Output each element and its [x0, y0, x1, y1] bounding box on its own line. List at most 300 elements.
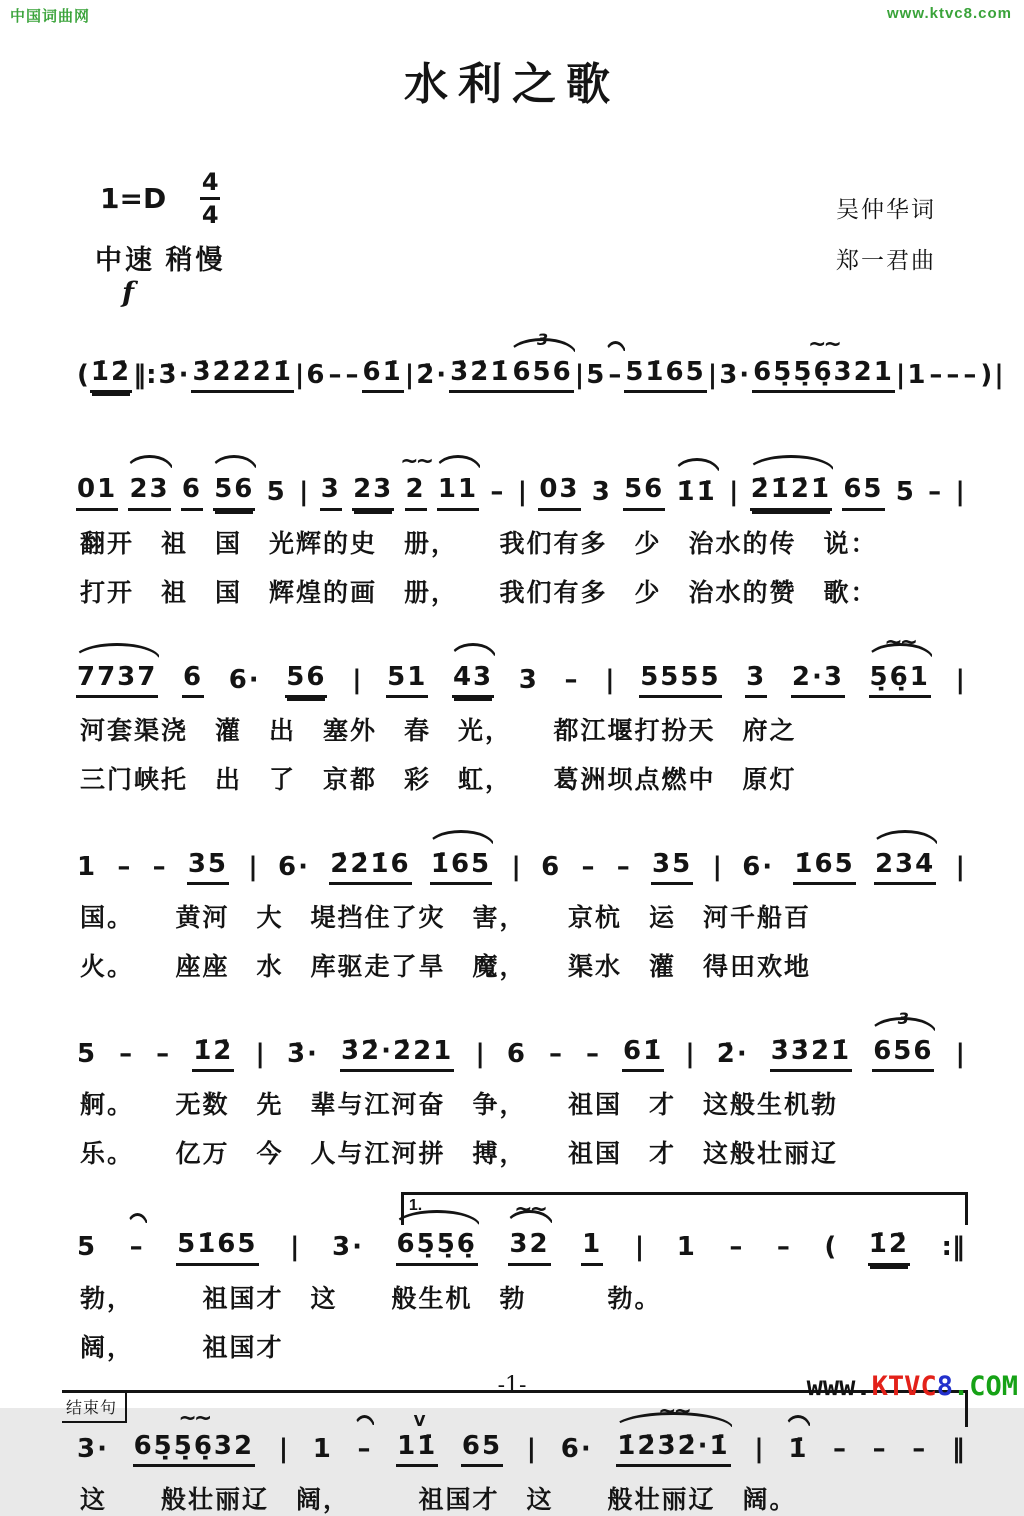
notes-text: 6·	[742, 851, 775, 882]
note-group	[585, 1018, 602, 1072]
note-group	[591, 456, 613, 510]
note-group	[187, 828, 229, 885]
ornament-slot	[508, 1197, 550, 1230]
barline: |	[707, 360, 718, 390]
notes-text: 5̣6̣1	[869, 663, 931, 698]
ornament-slot	[563, 644, 580, 666]
notes-text: 56	[285, 663, 327, 698]
barline: |	[526, 1433, 537, 1464]
notes-text: 1	[77, 851, 98, 882]
notes-text: 6	[506, 1039, 527, 1070]
barline: |	[574, 360, 585, 390]
ornament-slot	[362, 336, 404, 358]
ornament-slot	[312, 1413, 334, 1435]
watermark-8: 8	[936, 1371, 953, 1402]
notes-text: –	[928, 477, 944, 508]
notes-text: 1̇2̇	[90, 358, 132, 393]
ornament-slot	[452, 641, 494, 663]
barline: |	[404, 360, 415, 390]
ornament-slot	[540, 831, 562, 853]
note-group	[954, 456, 966, 510]
dynamic-marking: f	[122, 276, 135, 309]
ornament-slot	[320, 453, 342, 475]
watermark-ktvc: KTVC	[871, 1371, 937, 1402]
note-group	[90, 336, 132, 393]
ornament-slot	[548, 1018, 565, 1040]
note-group	[305, 339, 327, 393]
note-group	[728, 1211, 745, 1265]
notes-text: –	[156, 1039, 172, 1070]
note-group	[728, 456, 740, 510]
note-group	[716, 1018, 750, 1072]
ornament-slot	[954, 831, 966, 853]
composer-credit: 郑一君曲	[836, 246, 936, 273]
notes-text: –	[872, 1433, 888, 1464]
ornament-slot	[624, 336, 706, 358]
slur-arc-icon	[353, 1415, 376, 1432]
notes-text: 2̇·	[716, 1039, 749, 1070]
notes-text: 3·	[77, 1433, 109, 1464]
note-group	[76, 641, 158, 698]
note-group	[76, 831, 98, 885]
barline: |	[511, 851, 521, 882]
ornament-slot	[400, 449, 432, 475]
watermark	[807, 1371, 1018, 1402]
notes-text: –	[912, 1433, 928, 1464]
notes-text: 23	[352, 475, 394, 510]
ending-phrase-label: 结束句	[62, 1393, 127, 1423]
note-group	[753, 1413, 765, 1467]
key-time-row	[100, 170, 220, 227]
ornament-slot	[728, 1211, 745, 1233]
notes-text: –	[729, 1232, 745, 1263]
note-group	[581, 1208, 603, 1265]
credits	[836, 184, 936, 285]
note-group	[312, 1413, 334, 1467]
ornament-slot	[76, 453, 118, 475]
note-group	[474, 1018, 486, 1072]
ornament-slot	[386, 641, 428, 663]
notes-text: –	[548, 1039, 564, 1070]
score	[0, 330, 1024, 1516]
notes-text: 656	[511, 358, 573, 393]
ornament-slot	[832, 1413, 849, 1435]
note-group	[396, 1208, 478, 1265]
note-group	[895, 339, 907, 393]
notes-text: 1̇	[788, 1433, 809, 1464]
ornament-slot	[76, 1211, 98, 1233]
note-group	[157, 339, 191, 393]
note-group	[823, 1211, 837, 1265]
barline: |	[294, 360, 305, 390]
notes-text: 1	[907, 360, 928, 390]
note-group	[993, 339, 1005, 393]
note-group	[585, 339, 607, 393]
barline: |	[895, 360, 906, 390]
barline: ‖:	[133, 360, 157, 390]
ornament-slot	[538, 453, 580, 475]
notes-row	[76, 828, 966, 885]
barline: :‖	[941, 1232, 965, 1263]
system-1	[76, 330, 1004, 393]
ornament-slot	[404, 339, 416, 361]
note-group	[76, 1018, 98, 1072]
lyrics-line-1: 勃， 祖国才 这 般生机 勃 勃。	[80, 1284, 662, 1313]
note-group	[634, 1211, 646, 1265]
note-group	[563, 644, 580, 698]
ornament-slot	[415, 339, 449, 361]
barline: |	[475, 1039, 485, 1070]
notes-text: 5	[266, 477, 287, 508]
notes-text: 5555	[639, 663, 721, 698]
notes-text: 2̇1̇2̇1̇	[750, 475, 832, 510]
ornament-slot	[604, 644, 616, 666]
lyrics-line-2: 乐。 亿万 今 人与江河拼 搏， 祖国 才 这般壮丽辽	[80, 1140, 839, 1169]
note-group	[294, 339, 306, 393]
note-group	[340, 1015, 454, 1072]
site-link-left[interactable]: 中国词曲网	[10, 8, 91, 25]
ornament-slot	[129, 1211, 146, 1233]
note-group	[684, 1018, 696, 1072]
watermark-www: www.	[806, 1371, 872, 1402]
ornament-slot	[155, 1018, 172, 1040]
note-group	[538, 453, 580, 510]
ornament-slot	[676, 456, 718, 478]
note-group	[927, 456, 944, 510]
note-group	[415, 339, 449, 393]
lyrics-line-1: 舸。 无数 先 辈与江河奋 争， 祖国 才 这般生机勃	[80, 1091, 839, 1120]
notes-text: 3̇·	[286, 1039, 319, 1070]
ornament-slot	[345, 339, 362, 361]
notes-text: 6·	[228, 664, 261, 695]
note-group	[718, 339, 752, 393]
ornament-slot	[76, 1018, 98, 1040]
note-group	[328, 339, 345, 393]
notes-text: 5	[586, 360, 607, 390]
notes-text: 23	[128, 475, 170, 510]
barline: |	[517, 477, 528, 508]
notes-text: –	[490, 477, 506, 508]
notes-text: 1̇2̇	[868, 1230, 910, 1265]
ornament-slot	[76, 831, 98, 853]
ornament-slot	[868, 1208, 910, 1230]
note-group	[352, 453, 394, 510]
slur-arc-icon	[427, 830, 495, 847]
barline: (	[824, 1232, 837, 1263]
note-group	[955, 1018, 967, 1072]
mordent-icon: ~~	[400, 449, 432, 475]
note-group	[181, 453, 203, 510]
barline: |	[352, 664, 362, 695]
notes-text: 6	[541, 851, 562, 882]
ornament-slot	[182, 641, 204, 663]
ornament-slot	[118, 1018, 135, 1040]
ornament-slot	[187, 828, 229, 850]
ornament-slot	[474, 1018, 486, 1040]
note-group	[396, 1410, 438, 1467]
notes-row	[76, 1197, 966, 1265]
note-group	[152, 831, 169, 885]
ornament-slot	[396, 1208, 478, 1230]
notes-text: 1̇1̇	[676, 477, 717, 508]
ornament-slot	[132, 339, 157, 361]
note-group	[517, 456, 529, 510]
lyrics-line-1: 这 般壮丽辽 阔， 祖国才 这 般壮丽辽 阔。	[80, 1486, 797, 1515]
slur-arc-icon	[871, 830, 939, 847]
note-group	[574, 339, 586, 393]
barline: |	[685, 1039, 695, 1070]
system-5	[76, 1009, 966, 1170]
barline: |	[955, 664, 965, 695]
slur-arc-icon	[434, 455, 482, 472]
ornament-slot	[285, 641, 327, 663]
note-group	[624, 336, 706, 393]
note-group	[254, 1018, 266, 1072]
notes-text: –	[357, 1433, 373, 1464]
barline: (	[77, 360, 89, 390]
note-group	[954, 831, 966, 885]
note-group	[639, 641, 721, 698]
note-group	[951, 1413, 966, 1467]
ornament-slot	[622, 1015, 664, 1037]
ornament-slot	[331, 1211, 365, 1233]
ornament-slot	[181, 453, 203, 475]
ornament-slot	[728, 456, 740, 478]
ornament-slot	[437, 453, 479, 475]
note-group	[895, 456, 917, 510]
note-group	[489, 456, 506, 510]
ornament-slot	[707, 339, 719, 361]
ornament-slot	[430, 828, 492, 850]
lyrics-line-1: 翻开 祖 国 光辉的史 册， 我们有多 少 治水的传 说：	[80, 529, 878, 558]
note-group	[928, 339, 945, 393]
barline: )	[980, 360, 993, 390]
ornament-slot	[962, 339, 979, 361]
ornament-slot	[76, 1413, 110, 1435]
barline: |	[994, 360, 1004, 390]
note-group	[400, 449, 432, 510]
ornament-slot	[517, 456, 529, 478]
ornament-slot	[511, 330, 573, 358]
note-group	[745, 641, 767, 698]
ornament-slot	[278, 1413, 290, 1435]
notes-text: –	[608, 360, 624, 390]
barline: |	[278, 1433, 289, 1464]
note-group	[362, 336, 404, 393]
ornament-slot	[286, 1018, 320, 1040]
notes-text: 2̇2̇1̇6	[329, 850, 411, 885]
lyrics-line-2: 三门峡托 出 了 京都 彩 虹， 葛洲坝点燃中 原灯	[80, 765, 797, 794]
note-group	[129, 1211, 146, 1265]
notes-text: 3	[745, 663, 767, 698]
note-group	[752, 332, 895, 393]
ornament-slot	[940, 1211, 965, 1233]
barline: |	[712, 851, 722, 882]
system-6	[76, 1197, 966, 1363]
barline: |	[728, 477, 739, 508]
notes-text: 51̇65	[624, 358, 706, 393]
notes-text: 2̇·	[416, 360, 449, 390]
ornament-slot	[911, 1413, 928, 1435]
notes-text: 3	[591, 477, 612, 508]
slur-arc-icon	[210, 455, 258, 472]
ornament-slot	[623, 453, 665, 475]
notes-text: –	[117, 851, 133, 882]
notes-text: 35	[187, 850, 229, 885]
notes-text: 35	[651, 850, 693, 885]
ornament-slot	[213, 453, 255, 475]
site-header	[0, 0, 1024, 26]
barline: |	[605, 664, 615, 695]
notes-text: 6·	[560, 1433, 593, 1464]
ornament-slot	[745, 641, 767, 663]
notes-text: 01	[76, 475, 118, 510]
note-group	[286, 1018, 320, 1072]
note-group	[437, 453, 479, 510]
ornament-slot	[289, 1211, 301, 1233]
barline: |	[955, 477, 965, 508]
ornament-slot	[895, 339, 907, 361]
ornament-slot	[396, 1410, 438, 1432]
note-group	[979, 339, 993, 393]
ornament-slot	[76, 339, 90, 361]
note-group	[76, 1211, 98, 1265]
ornament-slot	[506, 1018, 528, 1040]
barline: |	[754, 1433, 764, 1464]
time-numerator: 4	[201, 168, 219, 196]
note-group	[868, 1208, 910, 1265]
ornament-slot	[90, 336, 132, 358]
ornament-slot	[872, 1009, 934, 1037]
note-group	[266, 456, 288, 510]
notes-text: –	[564, 664, 580, 695]
notes-text: 3	[518, 664, 539, 695]
note-group	[285, 641, 327, 698]
notes-text: 32	[508, 1230, 550, 1265]
note-group	[787, 1413, 809, 1467]
note-group	[741, 831, 775, 885]
ornament-slot	[191, 336, 293, 358]
ornament-slot	[581, 831, 598, 853]
note-group	[945, 339, 962, 393]
notes-row	[76, 449, 966, 510]
triplet-mark: 3	[897, 1009, 909, 1029]
ornament-slot	[133, 1405, 256, 1432]
ornament-slot	[869, 629, 931, 663]
ornament-slot	[651, 828, 693, 850]
notes-text: 1̇65	[793, 850, 855, 885]
note-group	[511, 330, 573, 393]
note-group	[508, 1197, 550, 1265]
notes-text: –	[119, 1039, 135, 1070]
note-group	[750, 453, 832, 510]
ornament-slot	[872, 1413, 889, 1435]
ornament-slot	[752, 332, 895, 358]
notes-row	[76, 629, 966, 698]
system-4	[76, 828, 966, 983]
note-group	[76, 453, 118, 510]
system-3	[76, 629, 966, 796]
note-group	[192, 1015, 234, 1072]
ornament-slot	[305, 339, 327, 361]
site-link-right[interactable]: www.ktvc8.com	[887, 5, 1012, 22]
note-group	[449, 336, 511, 393]
note-group	[607, 339, 624, 393]
mordent-icon: ~~	[178, 1405, 210, 1431]
note-group	[940, 1211, 965, 1265]
ornament-slot	[823, 1211, 837, 1233]
note-group	[604, 644, 616, 698]
notes-text: 51	[386, 663, 428, 698]
time-denominator: 4	[201, 201, 219, 229]
lyricist-credit: 吴仲华词	[836, 196, 936, 222]
notes-text: 234	[874, 850, 936, 885]
triplet-mark: 3	[537, 330, 549, 349]
note-group	[176, 1208, 258, 1265]
slur-arc-icon	[449, 643, 497, 660]
note-group	[616, 831, 633, 885]
notes-text: 61̇	[622, 1037, 664, 1072]
ornament-slot	[684, 1018, 696, 1040]
ornament-slot	[157, 339, 191, 361]
lyrics-line-1: 国。 黄河 大 堤挡住了灾 害， 京杭 运 河千船百	[80, 904, 812, 933]
mordent-icon: ~~	[658, 1398, 689, 1424]
system-7	[66, 1398, 966, 1516]
notes-text: –	[833, 1433, 849, 1464]
ornament-slot	[753, 1413, 765, 1435]
ornament-slot	[352, 453, 394, 475]
barline: |	[299, 477, 309, 508]
notes-text: 43	[452, 663, 494, 698]
notes-text: 56	[213, 475, 255, 510]
barline: ‖	[951, 1433, 965, 1464]
note-group	[623, 453, 665, 510]
note-group	[770, 1015, 852, 1072]
ornament-slot	[152, 831, 169, 853]
note-group	[581, 831, 598, 885]
ornament-slot	[787, 1413, 809, 1435]
ornament-slot	[116, 831, 133, 853]
notes-text: 03	[538, 475, 580, 510]
notes-text: –	[581, 851, 597, 882]
notes-text: 6	[181, 475, 203, 510]
barline: |	[955, 851, 965, 882]
watermark-com: .COM	[952, 1371, 1018, 1402]
notes-text: 51̇65	[176, 1230, 258, 1265]
note-group	[278, 1413, 290, 1467]
ornament-slot	[676, 1211, 698, 1233]
note-group	[289, 1211, 301, 1265]
ornament-slot	[776, 1211, 793, 1233]
note-group	[911, 1413, 928, 1467]
notes-text: 1̇65	[430, 850, 492, 885]
ornament-slot	[954, 456, 966, 478]
ornament-slot	[716, 1018, 750, 1040]
volta-label: 1.	[408, 1197, 423, 1215]
ornament-slot	[955, 1018, 967, 1040]
song-title: 水利之歌	[404, 60, 620, 109]
mordent-icon: ~~	[514, 1197, 545, 1223]
note-group	[386, 641, 428, 698]
notes-text: 2	[405, 475, 427, 510]
notes-text: 11̇	[396, 1432, 438, 1467]
note-group	[676, 456, 718, 510]
ornament-slot	[581, 1208, 603, 1230]
note-group	[711, 831, 723, 885]
note-group	[345, 339, 362, 393]
note-group	[298, 456, 310, 510]
ornament-slot	[298, 456, 310, 478]
